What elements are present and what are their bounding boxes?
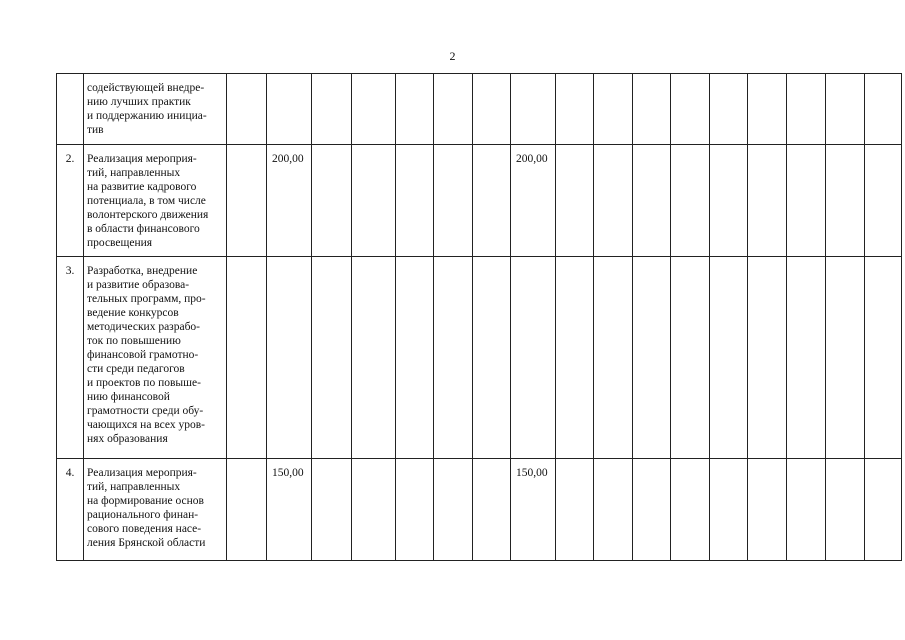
value-cell	[227, 74, 267, 145]
value-cell	[748, 459, 787, 561]
row-number-cell: 3.	[57, 257, 84, 459]
value-cell	[748, 145, 787, 257]
value-cell	[267, 74, 312, 145]
value-cell	[865, 74, 902, 145]
value-cell	[352, 257, 396, 459]
value-cell	[352, 145, 396, 257]
value-cell	[671, 459, 710, 561]
value-cell	[556, 145, 594, 257]
value-cell	[748, 74, 787, 145]
value-cell	[826, 459, 865, 561]
value-cell	[312, 459, 352, 561]
value-cell	[556, 74, 594, 145]
value-cell	[396, 74, 434, 145]
value-cell	[434, 459, 473, 561]
row-number-cell: 4.	[57, 459, 84, 561]
value-cell	[710, 257, 748, 459]
value-cell	[312, 74, 352, 145]
value-cell	[826, 145, 865, 257]
value-cell	[710, 459, 748, 561]
value-cell	[267, 257, 312, 459]
value-cell	[473, 459, 511, 561]
value-cell: 200,00	[511, 145, 556, 257]
value-cell	[312, 145, 352, 257]
value-cell	[594, 459, 633, 561]
value-cell	[671, 145, 710, 257]
value-cell	[227, 257, 267, 459]
table-row	[57, 74, 902, 145]
value-cell	[826, 74, 865, 145]
value-cell	[633, 145, 671, 257]
value-cell	[511, 257, 556, 459]
value-cell	[396, 145, 434, 257]
value-cell	[710, 74, 748, 145]
table-body	[57, 74, 902, 561]
value-cell	[787, 459, 826, 561]
value-cell	[434, 145, 473, 257]
value-cell	[556, 459, 594, 561]
value-cell	[633, 257, 671, 459]
value-cell	[865, 257, 902, 459]
value-cell	[473, 145, 511, 257]
value-cell	[473, 74, 511, 145]
budget-table	[56, 73, 902, 561]
value-cell	[352, 459, 396, 561]
value-cell	[633, 459, 671, 561]
value-cell	[352, 74, 396, 145]
table-row	[57, 145, 902, 257]
value-cell	[434, 257, 473, 459]
row-number-cell: 2.	[57, 145, 84, 257]
row-number-cell	[57, 74, 84, 145]
value-cell	[826, 257, 865, 459]
value-cell	[434, 74, 473, 145]
value-cell	[865, 145, 902, 257]
value-cell	[710, 145, 748, 257]
description-cell: Реализация мероприя- тий, направленных на развитие кадрового потенциала, в том числе волонтерского движения в области финансового просвещения	[84, 145, 227, 257]
value-cell	[787, 145, 826, 257]
value-cell	[748, 257, 787, 459]
value-cell	[787, 74, 826, 145]
value-cell	[511, 74, 556, 145]
value-cell	[396, 257, 434, 459]
value-cell	[633, 74, 671, 145]
value-cell	[396, 459, 434, 561]
page-number: 2	[449, 49, 456, 63]
description-cell: содействующей внедре- нию лучших практик и поддержанию инициа- тив	[84, 74, 227, 145]
value-cell	[865, 459, 902, 561]
value-cell	[473, 257, 511, 459]
value-cell	[312, 257, 352, 459]
value-cell	[556, 257, 594, 459]
value-cell	[787, 257, 826, 459]
description-cell: Реализация мероприя- тий, направленных на формирование основ рационального финан- сового поведения насе- ления Брянской области	[84, 459, 227, 561]
table-row	[57, 257, 902, 459]
value-cell	[594, 257, 633, 459]
value-cell	[594, 74, 633, 145]
table-row	[57, 459, 902, 561]
value-cell: 150,00	[511, 459, 556, 561]
description-cell: Разработка, внедрение и развитие образова- тельных программ, про- ведение конкурсов методических разрабо- ток по повышению финансовой грамотно- сти среди педагогов и проектов по повыше- нию финансовой грамотности среди обу- чающихся на всех уров- нях образования	[84, 257, 227, 459]
value-cell	[594, 145, 633, 257]
value-cell	[671, 257, 710, 459]
value-cell	[227, 459, 267, 561]
value-cell	[671, 74, 710, 145]
value-cell: 200,00	[267, 145, 312, 257]
value-cell: 150,00	[267, 459, 312, 561]
value-cell	[227, 145, 267, 257]
